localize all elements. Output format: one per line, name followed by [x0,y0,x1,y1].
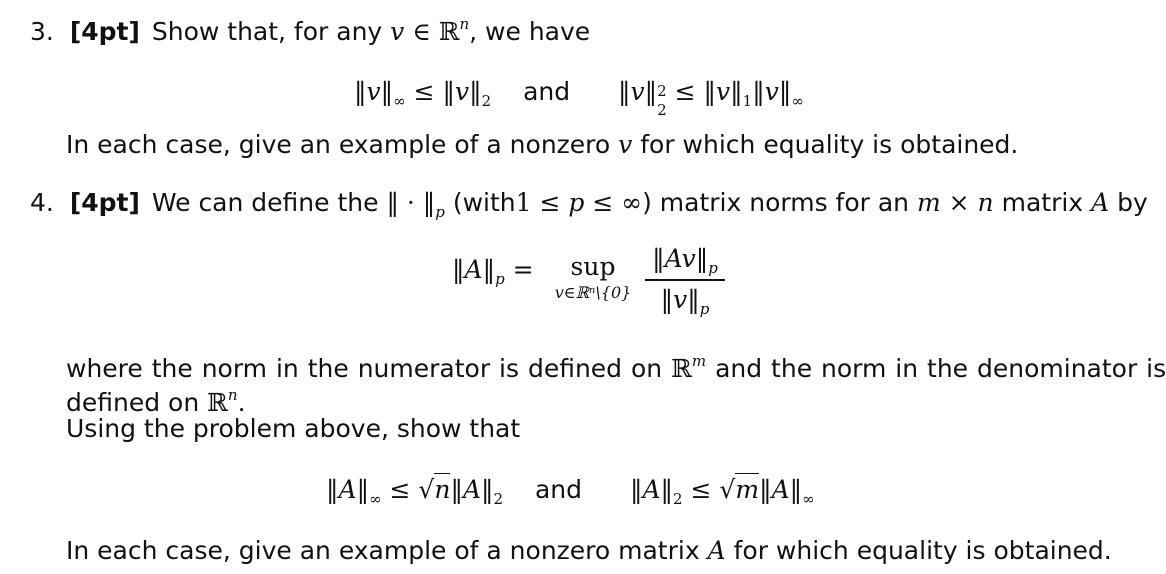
problem-3-points: [4pt] [69,17,140,46]
sqrt-n: √n [418,475,451,504]
problem-4-points: [4pt] [69,188,140,217]
problem-3-intro-var: v [390,17,405,46]
problem-3-statement [30,9,590,47]
problem-4-statement: 4. [4pt] We can define the ‖ · $‖_p$ (with1 ≤ p ≤ ∞) matrix norms for an m × n matrix A by [30,188,1148,221]
problem-3-example-var: v [618,130,633,159]
problem-3-intro: Show that, for any [151,17,383,46]
problem-4-example-var: A [707,536,726,565]
problem-4-equation: $‖A‖_\infty$ ≤ $√n‖A‖_2$ and $‖A‖_2$ ≤ $√m‖A‖_\infty$ [326,472,815,517]
problem-3-number: 3. [30,17,54,46]
problem-3-equation: $‖v‖_\infty$ ≤ $‖v‖_2$ and ‖v‖ $^{2 2}$ ≤ $‖v‖_1‖v‖_\infty$ [354,77,804,119]
problem-3-intro-in: ∈ [404,17,439,46]
problem-3-intro-tail: , we have [469,17,591,46]
fraction-bar [645,279,725,281]
problem-3-example-request: In each case, give an example of a nonzero v for which equality is obtained. [66,130,1019,159]
sqrt-m: √m [719,475,760,504]
problem-3-intro-set-exp: n [459,15,470,33]
problem-4-equation-and: and [534,475,583,504]
problem-3-equation-and: and [523,77,571,106]
where-line-1: where the norm in the numerator is defined on ℝ$^m$ and the norm in the denominator is [66,352,1166,383]
sup-label: sup [570,252,616,281]
problem-4-number: 4. [30,188,54,217]
problem-3-intro-set: ℝ [438,17,460,46]
where-line-2: defined on ℝ$^n$. [66,386,246,417]
problem-4-example-request: In each case, give an example of a nonzero matrix A for which equality is obtained. [66,536,1112,565]
using-line: Using the problem above, show that [66,414,521,443]
problem-4-intro-matrix: A [1091,188,1110,217]
homework-page: 3. [4pt] Show that, for any v ∈ ℝ$^n$, we have $‖v‖_\infty$ ≤ $‖v‖_2$ and ‖v‖ $^{2 2}$ ≤ $‖v‖_1‖v‖_\infty$ In each case, give an example of a nonzero v for which equality is obtained. 4. [4pt] We can define the ‖ · $‖_p$ (with1 ≤ p ≤ ∞) matrix norms for an m × n matrix A by $‖A‖_p$ = sup v∈ℝⁿ\{0} $‖Av‖_p$ $‖v‖_p$ where the norm in the numerator is defined on ℝ$^m$ and the norm in the denominator is defined on ℝ$^n$. Using the problem above, show that $‖A‖_\infty$ ≤ $√n‖A‖_2$ and $‖A‖_2$ ≤ $√m‖A‖_\infty$ In each case, give an example of a nonzero matrix A for which equality is obtained. [0,0,1136,574]
sup-subscript: v∈ℝⁿ\{0} [554,283,632,302]
